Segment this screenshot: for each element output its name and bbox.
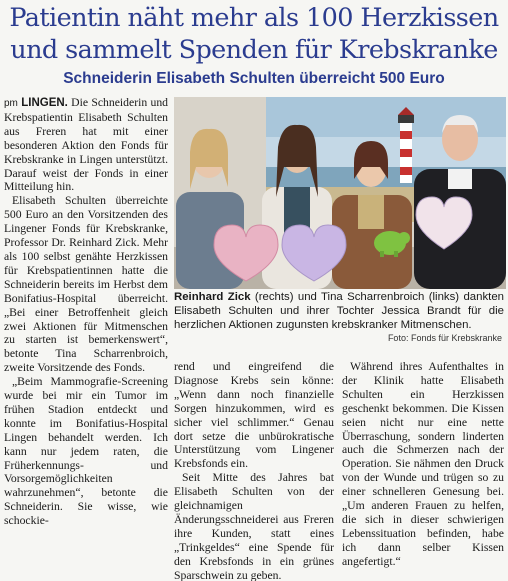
article-column-1 [4, 96, 168, 581]
headline-line-1: Patientin näht mehr als 100 Herzkissen [9, 3, 499, 33]
caption-text: (rechts) und Tina Scharrenbroich (links) dankten Elisabeth Schulten und ihrer Tochter Jessica Brandt für die herzlichen Aktionen zugunsten krebskranker Mitmenschen. [174, 291, 505, 331]
caption-name: Reinhard Zick [174, 291, 251, 303]
article-paragraph [4, 96, 168, 194]
photo-caption [174, 291, 504, 333]
article-paragraph: Seit Mitte des Jahres bat Elisabeth Schulten von der gleichnamigen Änderungsschneiderei aus Freren ihre Kunden, statt eines „Trinkgeldes“ eine Spende für den Krebsfonds in ein grünes Sparschwein zu geben. [174, 471, 334, 581]
paragraph-text: Die Schneiderin und Krebspatientin Elisabeth Schulten aus Freren hat mit einer besonderen Aktion den Fonds für Krebskranke in Lingen unterstützt. Darauf weist der Fonds in einer Mitteilung hin. [4, 96, 168, 194]
lighthouse-icon [398, 107, 414, 183]
article-paragraph: rend und eingreifend die Diagnose Krebs sein könne: „Wenn dann noch finanzielle Sorgen hinzukommen, wird es sicher viel schlimmer.“ Genau dort setze die unbürokratische Unterstützung vom Lingener Krebsfonds ein. [174, 360, 334, 471]
article-column-2 [174, 360, 334, 581]
article-column-3 [342, 360, 504, 581]
dateline-location: LINGEN. [21, 97, 68, 109]
dateline-prefix: pm [4, 98, 18, 109]
article-paragraph: „Beim Mammografie-Screening wurde bei mir ein Tumor im frühen Stadion entdeckt und konnte im Bonifatius-Hospital Lingen behandelt werden. Ich kann nur jedem raten, die Früherkennungs- und Vorsorgemöglichkeiten wahrzunehmen“, betonte die Schneiderin. Sie wisse, wie schockie- [4, 375, 168, 528]
photo-credit: Foto: Fonds für Krebskranke [387, 333, 502, 343]
headline [0, 2, 508, 66]
headline-line-2: und sammelt Spenden für Krebskranke [10, 35, 498, 65]
subheadline: Schneiderin Elisabeth Schulten überreicht 500 Euro [63, 70, 445, 87]
article-photo [174, 97, 506, 289]
article-paragraph: Elisabeth Schulten überreichte 500 Euro an den Vorsitzenden des Lingener Fonds für Krebskranke, Professor Dr. Reinhard Zick. Mehr als 100 selbst genähte Herzkissen für Krebspatientinnen hatte die Schneiderin bereits im Herbst dem Bonifatius-Hospital überreicht. „Bei einer Betroffenheit gleich zwei Aktionen für Mitmenschen zu starten ist bemerkenswert“, betonte Tina Scharrenbroich, zweite Vorsitzende des Fonds. [4, 194, 168, 375]
article-paragraph: Während ihres Aufenthaltes in der Klinik hatte Elisabeth Schulten ein Herzkissen geschenkt bekommen. Die Kissen seien nicht nur eine nette Überraschung, sondern linderten auch die Schmerzen nach der Operation. Sie nähmen den Druck von der Wunde und trügen so zu einer schnelleren Genesung bei. „Um anderen Frauen zu helfen, die sich in dieser schwierigen Lebenssituation befinden, habe ich dann selber Kissen angefertigt.“ [342, 360, 504, 568]
